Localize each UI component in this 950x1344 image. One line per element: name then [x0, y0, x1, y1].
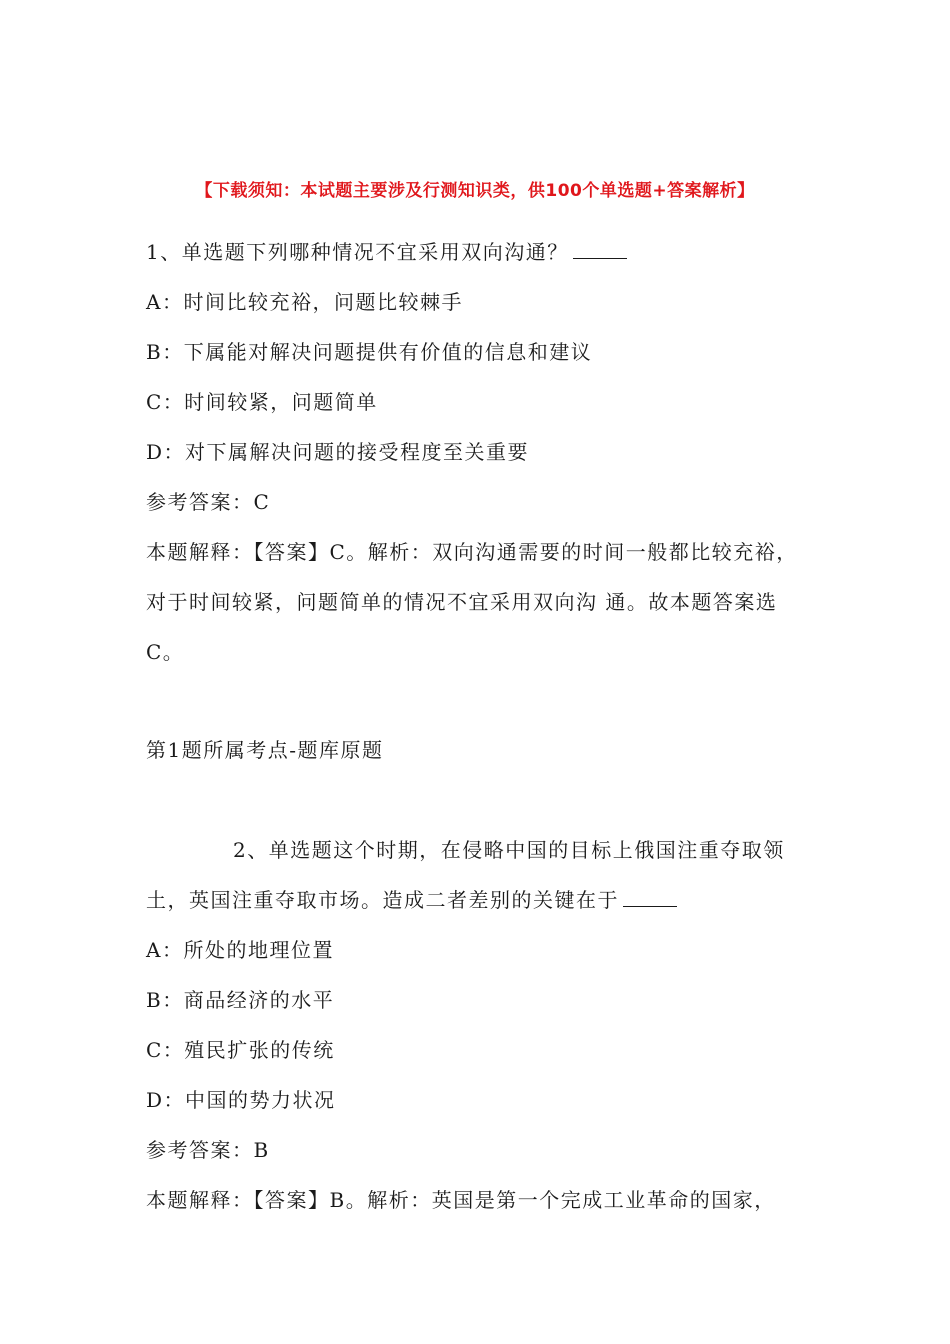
q1-explanation-line2: 对于时间较紧，问题简单的情况不宜采用双向沟 通。故本题答案选 [146, 590, 778, 614]
q1-source: 第1题所属考点-题库原题 [146, 738, 384, 762]
q2-explanation-line1: 本题解释：【答案】B。解析：英国是第一个完成工业革命的国家， [146, 1188, 776, 1212]
q1-option-d: D：对下属解决问题的接受程度至关重要 [146, 440, 530, 464]
q2-answer-blank [623, 888, 677, 907]
q1-answer-blank [573, 240, 627, 259]
q2-stem-line2-text: 土，英国注重夺取市场。造成二者差别的关键在于 [146, 888, 619, 912]
q1-stem-text: 1、单选题下列哪种情况不宜采用双向沟通？ [146, 240, 569, 264]
q1-option-b: B：下属能对解决问题提供有价值的信息和建议 [146, 340, 593, 364]
q2-option-a: A：所处的地理位置 [146, 938, 334, 962]
q1-stem [146, 240, 627, 264]
q1-option-a: A：时间比较充裕，问题比较棘手 [146, 290, 463, 314]
q2-option-b: B：商品经济的水平 [146, 988, 335, 1012]
q2-stem-line2 [146, 888, 677, 912]
q2-reference-answer: 参考答案：B [146, 1138, 270, 1162]
q2-option-c: C：殖民扩张的传统 [146, 1038, 335, 1062]
q1-option-c: C：时间较紧，问题简单 [146, 390, 378, 414]
q1-reference-answer: 参考答案：C [146, 490, 271, 514]
q2-option-d: D：中国的势力状况 [146, 1088, 336, 1112]
q1-explanation-line1: 本题解释：【答案】C。解析：双向沟通需要的时间一般都比较充裕， [146, 540, 798, 564]
download-notice: 【下载须知：本试题主要涉及行测知识类，供100个单选题+答案解析】 [195, 181, 755, 201]
q2-stem-line1: 2、单选题这个时期，在侵略中国的目标上俄国注重夺取领 [233, 838, 785, 862]
q1-explanation-line3: C。 [146, 640, 185, 664]
